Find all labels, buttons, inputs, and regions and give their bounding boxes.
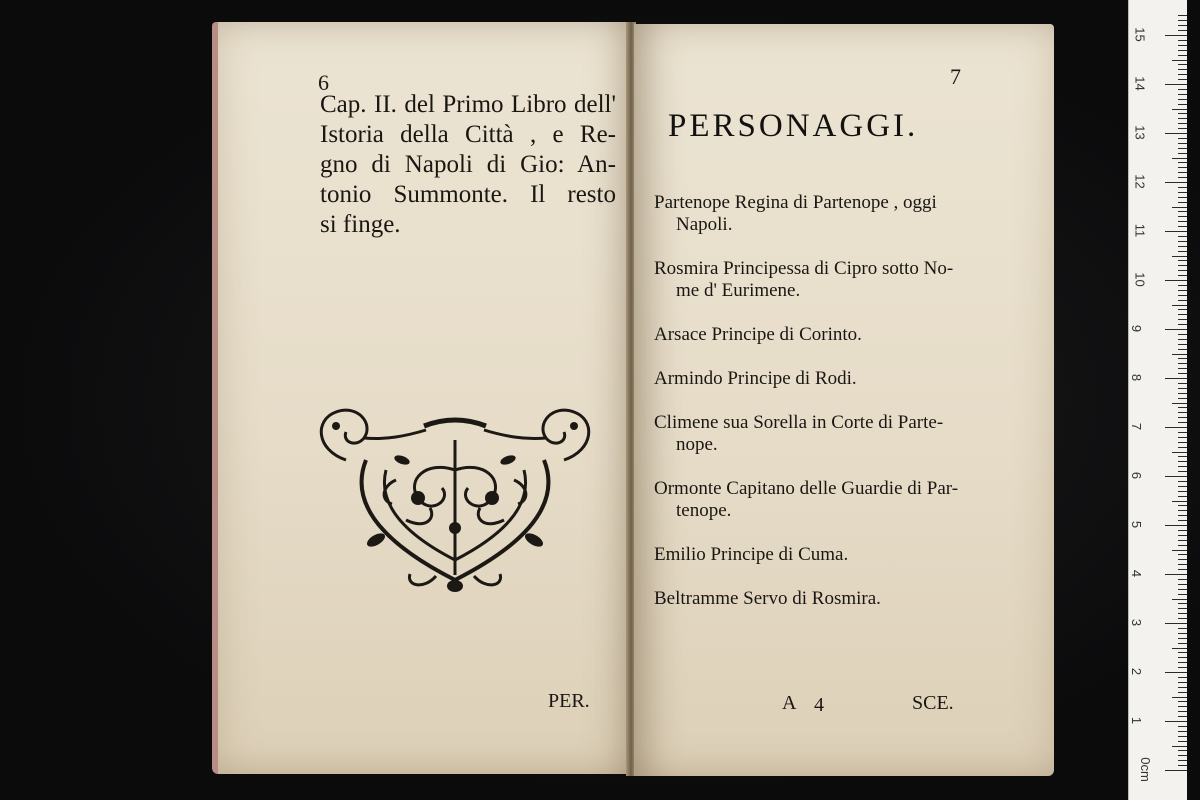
ruler-tick	[1178, 309, 1187, 310]
ruler-tick	[1172, 452, 1187, 453]
ruler-tick	[1178, 633, 1187, 634]
ruler-tick	[1178, 412, 1187, 413]
ruler-tick	[1178, 417, 1187, 418]
source-line: tonio Summonte. Il resto	[320, 181, 616, 208]
ruler-tick	[1165, 231, 1187, 232]
ruler-tick	[1178, 432, 1187, 433]
ruler-tick	[1172, 599, 1187, 600]
ruler-number: 10	[1132, 272, 1148, 287]
ruler-number: 9	[1129, 324, 1145, 333]
source-line: Istoria della Città , e Re-	[320, 121, 616, 148]
ruler-number: 13	[1132, 125, 1148, 140]
ruler-tick	[1178, 496, 1187, 497]
ruler-tick	[1172, 501, 1187, 502]
ruler-tick	[1178, 221, 1187, 222]
cast-entry: Armindo Principe di Rodi.	[654, 368, 857, 389]
ruler-tick	[1178, 530, 1187, 531]
ruler-tick	[1178, 447, 1187, 448]
ruler-tick	[1178, 300, 1187, 301]
ruler-tick	[1178, 167, 1187, 168]
ruler-tick	[1178, 123, 1187, 124]
signature-letter: A	[782, 692, 797, 714]
list-item	[654, 324, 994, 346]
cast-entry: Ormonte Capitano delle Guardie di Par-	[654, 478, 959, 499]
cast-heading: PERSONAGGI.	[668, 108, 919, 144]
ruler-tick	[1178, 677, 1187, 678]
ruler-tick	[1178, 211, 1187, 212]
ruler-tick	[1165, 84, 1187, 85]
left-page-number: 6	[318, 70, 329, 95]
ruler-tick	[1178, 613, 1187, 614]
ruler-tick	[1165, 35, 1187, 36]
ruler-tick	[1178, 270, 1187, 271]
ruler-tick	[1172, 256, 1187, 257]
ruler-tick	[1165, 182, 1187, 183]
ruler-tick	[1178, 275, 1187, 276]
list-item	[654, 368, 994, 390]
ruler-tick	[1178, 187, 1187, 188]
ruler-tick	[1172, 109, 1187, 110]
ruler-tick	[1178, 711, 1187, 712]
ruler-number: 6	[1129, 471, 1145, 480]
cast-list	[654, 192, 994, 632]
ruler-tick	[1178, 643, 1187, 644]
ruler-tick	[1178, 741, 1187, 742]
ruler-tick	[1178, 319, 1187, 320]
ruler-number: 4	[1129, 569, 1145, 578]
ruler-tick	[1178, 192, 1187, 193]
ruler-number: 2	[1129, 667, 1145, 676]
ruler-tick	[1178, 731, 1187, 732]
ruler-tick	[1165, 476, 1187, 477]
ruler-tick	[1178, 692, 1187, 693]
ruler-tick	[1165, 623, 1187, 624]
ruler-tick	[1178, 94, 1187, 95]
ruler-tick	[1178, 290, 1187, 291]
cast-entry-continuation: Napoli.	[676, 214, 733, 235]
ruler-tick	[1178, 50, 1187, 51]
ruler-tick	[1178, 505, 1187, 506]
ruler-tick	[1178, 128, 1187, 129]
ruler-tick	[1178, 349, 1187, 350]
right-page-number: 7	[950, 64, 961, 89]
ruler-tick	[1172, 354, 1187, 355]
ruler-number: 5	[1129, 520, 1145, 529]
ruler-tick	[1178, 368, 1187, 369]
ruler-tick	[1178, 226, 1187, 227]
left-page	[212, 22, 636, 774]
ruler-tick	[1178, 334, 1187, 335]
ruler-tick	[1178, 40, 1187, 41]
ruler-tick	[1178, 148, 1187, 149]
ruler-tick	[1178, 736, 1187, 737]
ruler-tick	[1178, 520, 1187, 521]
ruler-tick	[1178, 456, 1187, 457]
ruler-tick	[1165, 427, 1187, 428]
ruler-tick	[1178, 726, 1187, 727]
source-note	[320, 90, 616, 240]
ruler-tick	[1178, 260, 1187, 261]
ruler-tick	[1178, 202, 1187, 203]
ruler-tick	[1172, 207, 1187, 208]
ruler-tick	[1178, 241, 1187, 242]
ruler-tick	[1178, 706, 1187, 707]
ruler-tick	[1178, 388, 1187, 389]
left-catchword: PER.	[548, 690, 590, 712]
ruler-tick	[1178, 437, 1187, 438]
ruler-tick	[1178, 540, 1187, 541]
ruler-tick	[1178, 339, 1187, 340]
ruler-tick	[1178, 25, 1187, 26]
ruler-tick	[1178, 750, 1187, 751]
ruler-tick	[1178, 383, 1187, 384]
ruler-tick	[1178, 79, 1187, 80]
ruler-tick	[1165, 133, 1187, 134]
ruler-tick	[1178, 510, 1187, 511]
ruler-tick	[1178, 589, 1187, 590]
ruler-number: 1	[1129, 716, 1145, 725]
ruler-tick	[1178, 491, 1187, 492]
ruler-tick	[1178, 407, 1187, 408]
ruler-tick	[1178, 153, 1187, 154]
ruler-tick	[1178, 113, 1187, 114]
ruler-tick	[1178, 584, 1187, 585]
list-item	[654, 588, 994, 610]
measuring-ruler	[1128, 0, 1187, 800]
ruler-tick	[1165, 770, 1187, 771]
ruler-tick	[1178, 69, 1187, 70]
ruler-tick	[1178, 608, 1187, 609]
ruler-tick	[1178, 765, 1187, 766]
source-line: si finge.	[320, 211, 401, 238]
ruler-tick	[1178, 118, 1187, 119]
ruler-tick	[1178, 603, 1187, 604]
ruler-tick	[1178, 373, 1187, 374]
list-item	[654, 258, 994, 302]
ruler-number: 7	[1129, 422, 1145, 431]
floral-ornament-icon	[306, 400, 604, 596]
open-book	[212, 22, 1060, 782]
cast-entry: Arsace Principe di Corinto.	[654, 324, 862, 345]
ruler-tick	[1178, 265, 1187, 266]
cast-entry: Rosmira Principessa di Cipro sotto No-	[654, 258, 954, 279]
ruler-tick	[1178, 481, 1187, 482]
ruler-tick	[1165, 525, 1187, 526]
ruler-number: 11	[1132, 223, 1148, 238]
ruler-tick	[1178, 64, 1187, 65]
ruler-tick	[1178, 104, 1187, 105]
ruler-tick	[1178, 251, 1187, 252]
ruler-tick	[1178, 682, 1187, 683]
ruler-tick	[1178, 246, 1187, 247]
ruler-tick	[1178, 466, 1187, 467]
ruler-tick	[1178, 638, 1187, 639]
ruler-tick	[1165, 378, 1187, 379]
ruler-tick	[1178, 486, 1187, 487]
ruler-tick	[1178, 559, 1187, 560]
ruler-tick	[1178, 618, 1187, 619]
cast-entry: Climene sua Sorella in Corte di Parte-	[654, 412, 944, 433]
list-item	[654, 478, 994, 522]
ruler-tick	[1178, 579, 1187, 580]
ruler-tick	[1178, 55, 1187, 56]
cast-entry: Emilio Principe di Cuma.	[654, 544, 849, 565]
ruler-tick	[1178, 314, 1187, 315]
cast-entry: Beltramme Servo di Rosmira.	[654, 588, 881, 609]
ruler-tick	[1178, 15, 1187, 16]
ruler-tick	[1178, 515, 1187, 516]
ruler-tick	[1178, 564, 1187, 565]
ruler-tick	[1178, 760, 1187, 761]
ruler-tick	[1172, 550, 1187, 551]
ruler-tick	[1178, 324, 1187, 325]
ruler-tick	[1172, 305, 1187, 306]
ruler-tick	[1178, 30, 1187, 31]
ruler-tick	[1178, 554, 1187, 555]
ruler-tick	[1178, 471, 1187, 472]
ruler-number: 0cm	[1137, 757, 1153, 782]
ruler-tick	[1178, 701, 1187, 702]
ruler-tick	[1178, 461, 1187, 462]
ruler-tick	[1178, 393, 1187, 394]
right-catchword: SCE.	[912, 692, 954, 714]
ruler-number: 15	[1132, 27, 1148, 42]
ruler-tick	[1165, 280, 1187, 281]
ruler-tick	[1178, 657, 1187, 658]
cast-entry-continuation: me d' Eurimene.	[676, 280, 801, 301]
ruler-number: 8	[1129, 373, 1145, 382]
ruler-tick	[1178, 45, 1187, 46]
ruler-tick	[1172, 403, 1187, 404]
ruler-tick	[1178, 236, 1187, 237]
ruler-tick	[1178, 295, 1187, 296]
ruler-tick	[1172, 648, 1187, 649]
ruler-tick	[1165, 721, 1187, 722]
ruler-tick	[1172, 697, 1187, 698]
ruler-tick	[1178, 285, 1187, 286]
cast-entry-continuation: tenope.	[676, 500, 732, 521]
ruler-tick	[1178, 143, 1187, 144]
ruler-tick	[1172, 746, 1187, 747]
ruler-tick	[1178, 172, 1187, 173]
cast-entry-continuation: nope.	[676, 434, 718, 455]
list-item	[654, 544, 994, 566]
ruler-tick	[1178, 20, 1187, 21]
ruler-tick	[1178, 652, 1187, 653]
ruler-tick	[1178, 363, 1187, 364]
ruler-tick	[1178, 716, 1187, 717]
ruler-number: 3	[1129, 618, 1145, 627]
ruler-tick	[1178, 344, 1187, 345]
ruler-tick	[1178, 442, 1187, 443]
ruler-tick	[1178, 594, 1187, 595]
ruler-tick	[1178, 545, 1187, 546]
ruler-tick	[1178, 162, 1187, 163]
ruler-tick	[1178, 74, 1187, 75]
ruler-tick	[1178, 628, 1187, 629]
ruler-tick	[1178, 398, 1187, 399]
right-page	[634, 24, 1054, 776]
ruler-tick	[1172, 158, 1187, 159]
ruler-tick	[1165, 574, 1187, 575]
ruler-tick	[1165, 329, 1187, 330]
ruler-tick	[1178, 197, 1187, 198]
ruler-number: 14	[1132, 76, 1148, 91]
ruler-tick	[1178, 687, 1187, 688]
ruler-tick	[1178, 662, 1187, 663]
list-item	[654, 412, 994, 456]
ruler-tick	[1178, 358, 1187, 359]
source-line: Cap. II. del Primo Libro dell'	[320, 91, 616, 118]
signature-number: 4	[814, 694, 824, 716]
ruler-tick	[1178, 99, 1187, 100]
ruler-tick	[1178, 535, 1187, 536]
ruler-tick	[1178, 89, 1187, 90]
ruler-tick	[1178, 755, 1187, 756]
ruler-tick	[1178, 569, 1187, 570]
ruler-tick	[1178, 138, 1187, 139]
cast-entry: Partenope Regina di Partenope , oggi	[654, 192, 937, 213]
ruler-number: 12	[1132, 174, 1148, 189]
ruler-tick	[1178, 422, 1187, 423]
list-item	[654, 192, 994, 236]
ruler-tick	[1165, 672, 1187, 673]
ruler-tick	[1178, 216, 1187, 217]
source-line: gno di Napoli di Gio: An-	[320, 151, 616, 178]
ruler-tick	[1178, 177, 1187, 178]
ruler-tick	[1178, 667, 1187, 668]
ruler-tick	[1172, 60, 1187, 61]
